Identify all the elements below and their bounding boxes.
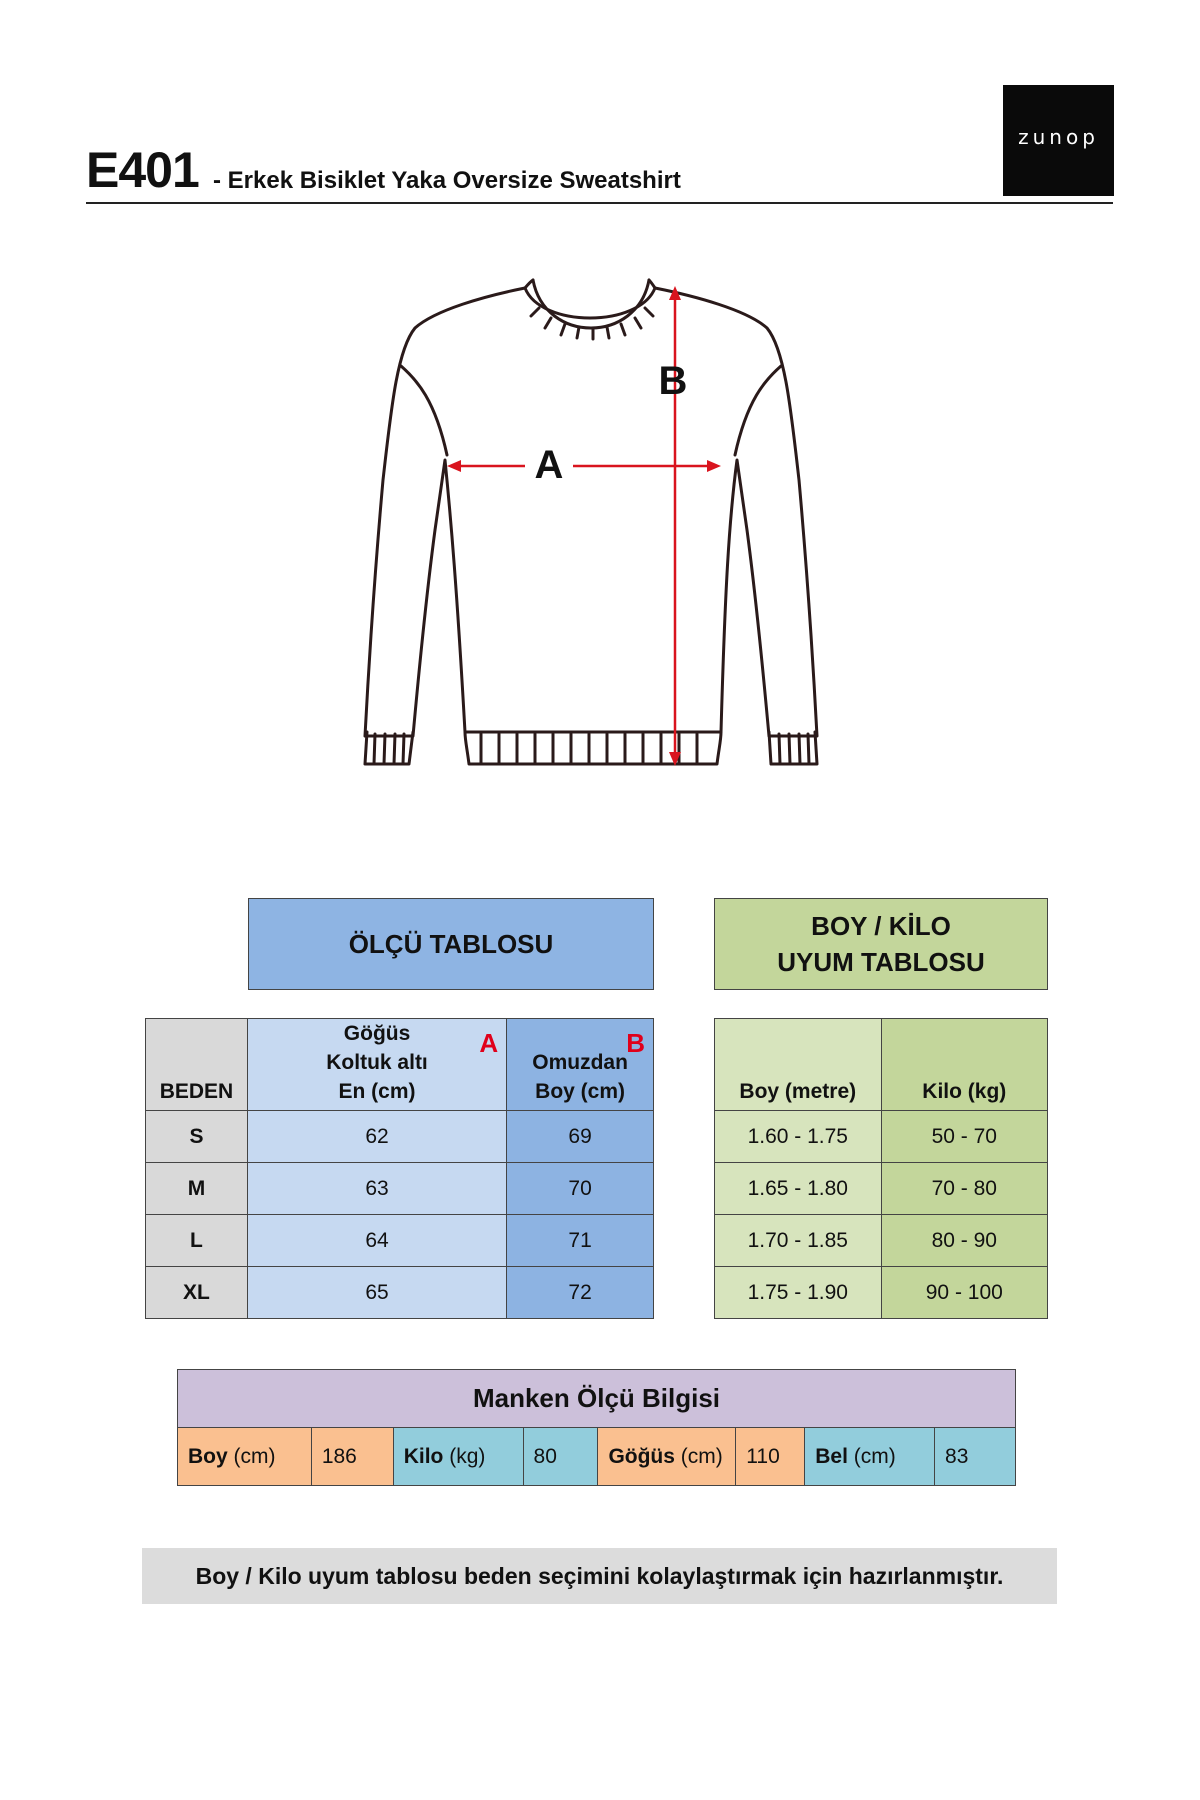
table-row	[715, 1163, 1048, 1215]
model-chest-unit: (cm)	[680, 1444, 723, 1468]
model-height-label-text: Boy	[188, 1444, 228, 1468]
size-table-title: ÖLÇÜ TABLOSU	[248, 898, 654, 990]
size-cell: XL	[146, 1267, 248, 1319]
model-info-table	[177, 1369, 1016, 1486]
size-cell: M	[146, 1163, 248, 1215]
size-cell: L	[146, 1215, 248, 1267]
model-weight-label	[393, 1428, 523, 1486]
model-weight-value: 80	[523, 1428, 598, 1486]
chest-cell: 65	[247, 1267, 506, 1319]
product-title: - Erkek Bisiklet Yaka Oversize Sweatshirt	[213, 167, 681, 194]
model-waist-label-text: Bel	[815, 1444, 848, 1468]
model-height-label	[178, 1428, 312, 1486]
height-col-header	[715, 1019, 882, 1111]
weight-col-label: Kilo (kg)	[922, 1080, 1007, 1103]
model-waist-value: 83	[935, 1428, 1016, 1486]
size-cell: S	[146, 1111, 248, 1163]
model-chest-label-text: Göğüs	[608, 1444, 675, 1468]
footer-note: Boy / Kilo uyum tablosu beden seçimini kolaylaştırmak için hazırlanmıştır.	[142, 1548, 1057, 1604]
model-waist-unit: (cm)	[853, 1444, 896, 1468]
chest-cell: 63	[247, 1163, 506, 1215]
brand-logo	[1003, 85, 1114, 196]
chest-marker-a: A	[479, 1028, 499, 1058]
model-info-title: Manken Ölçü Bilgisi	[178, 1370, 1016, 1428]
table-row	[715, 1267, 1048, 1319]
model-height-unit: (cm)	[233, 1444, 276, 1468]
weight-cell: 80 - 90	[881, 1215, 1047, 1267]
chest-cell: 62	[247, 1111, 506, 1163]
model-chest-label	[598, 1428, 736, 1486]
label-b: B	[658, 359, 688, 403]
weight-cell: 90 - 100	[881, 1267, 1047, 1319]
product-code: E401	[86, 142, 199, 198]
length-cell: 72	[507, 1267, 654, 1319]
size-col-label: BEDEN	[159, 1080, 234, 1103]
weight-cell: 70 - 80	[881, 1163, 1047, 1215]
fit-table-title	[714, 898, 1048, 990]
table-row	[715, 1111, 1048, 1163]
model-waist-label	[805, 1428, 935, 1486]
chest-header-line-2: Koltuk altı	[326, 1051, 428, 1074]
length-cell: 70	[507, 1163, 654, 1215]
length-marker-b: B	[626, 1028, 645, 1058]
size-table	[145, 1018, 654, 1319]
height-cell: 1.65 - 1.80	[715, 1163, 882, 1215]
table-row	[146, 1111, 654, 1163]
header-divider	[86, 202, 1113, 204]
size-table-header-row	[146, 1019, 654, 1111]
height-cell: 1.75 - 1.90	[715, 1267, 882, 1319]
fit-title-line-2: UYUM TABLOSU	[777, 947, 985, 977]
model-height-value: 186	[311, 1428, 393, 1486]
table-row	[146, 1215, 654, 1267]
length-cell: 69	[507, 1111, 654, 1163]
length-cell: 71	[507, 1215, 654, 1267]
table-row	[715, 1215, 1048, 1267]
chest-col-header	[247, 1019, 506, 1111]
weight-cell: 50 - 70	[881, 1111, 1047, 1163]
height-col-label: Boy (metre)	[739, 1080, 857, 1103]
height-cell: 1.70 - 1.85	[715, 1215, 882, 1267]
weight-col-header	[881, 1019, 1047, 1111]
fit-table	[714, 1018, 1048, 1319]
size-col-header	[146, 1019, 248, 1111]
length-header-line-2: Boy (cm)	[535, 1080, 626, 1103]
sweatshirt-diagram	[355, 270, 835, 780]
chest-header-line-3: En (cm)	[338, 1080, 416, 1103]
model-info-row	[178, 1428, 1016, 1486]
label-a: A	[534, 443, 564, 487]
fit-table-header-row	[715, 1019, 1048, 1111]
length-col-header	[507, 1019, 654, 1111]
chest-header-line-1: Göğüs	[343, 1022, 411, 1045]
model-weight-unit: (kg)	[449, 1444, 486, 1468]
table-row	[146, 1163, 654, 1215]
chest-cell: 64	[247, 1215, 506, 1267]
model-chest-value: 110	[736, 1428, 805, 1486]
brand-logo-text: zunop	[1018, 124, 1099, 149]
length-header-line-1: Omuzdan	[532, 1051, 628, 1074]
height-cell: 1.60 - 1.75	[715, 1111, 882, 1163]
model-weight-label-text: Kilo	[403, 1444, 444, 1468]
fit-title-line-1: BOY / KİLO	[811, 911, 951, 941]
table-row	[146, 1267, 654, 1319]
sweatshirt-outline	[365, 288, 817, 736]
model-info-title-row	[178, 1370, 1016, 1428]
